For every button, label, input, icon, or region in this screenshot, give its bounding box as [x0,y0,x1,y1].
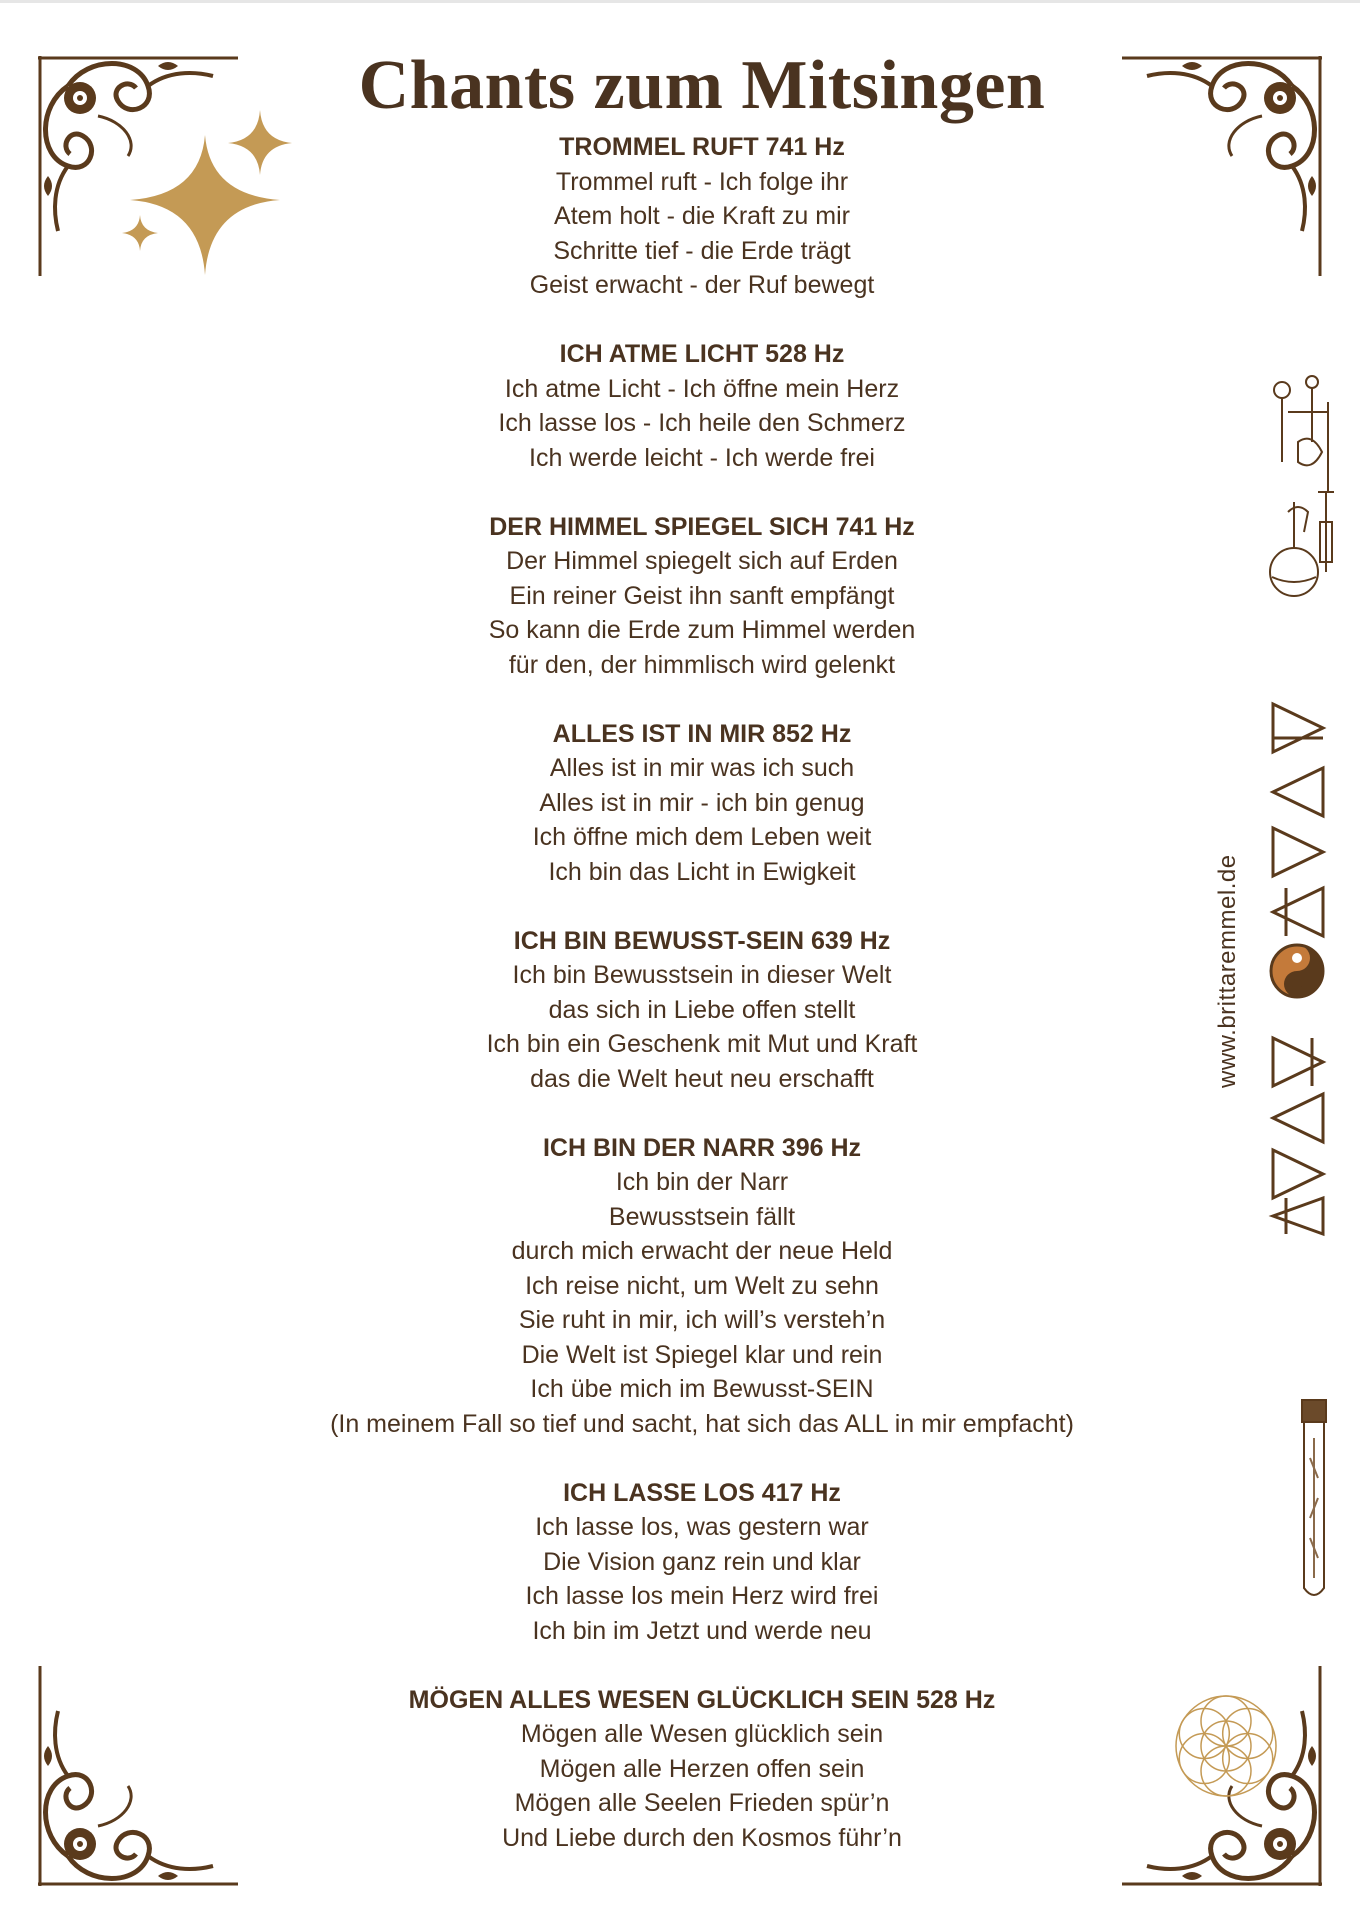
song-line: Und Liebe durch den Kosmos führ’n [502,1823,902,1852]
song-line: Geist erwacht - der Ruf bewegt [529,271,875,299]
song-line: Ich bin im Jetzt und werde neu [532,1616,872,1645]
song-title: ICH LASSE LOS 417 Hz [563,1478,841,1507]
song-line: Bewusstsein fällt [608,1202,796,1231]
song-line: Mögen alle Herzen offen sein [539,1754,865,1783]
song-line: Ich bin ein Geschenk mit Mut und Kraft [486,1030,918,1058]
song-line: Schritte tief - die Erde trägt [553,236,851,265]
song-line: das sich in Liebe offen stellt [548,995,856,1024]
song-block [0,1683,1360,1856]
song-line: Die Vision ganz rein und klar [543,1547,861,1576]
song-line: Alles ist in mir was ich such [549,754,855,782]
song-title: ICH BIN DER NARR 396 Hz [542,1133,862,1162]
top-border [0,0,1360,3]
song-line: Atem holt - die Kraft zu mir [554,202,850,230]
song-line: Mögen alle Wesen glücklich sein [520,1720,884,1748]
song-line: Ich bin Bewusstsein in dieser Welt [512,961,892,989]
song-line: Ich werde leicht - Ich werde frei [529,443,875,472]
song-title: ALLES IST IN MIR 852 Hz [552,719,852,748]
song-title: DER HIMMEL SPIEGEL SICH 741 Hz [489,512,915,541]
song-block [0,1476,1360,1649]
song-line: Der Himmel spiegelt sich auf Erden [506,547,898,575]
song-block [0,510,1360,683]
song-line: Die Welt ist Spiegel klar und rein [521,1340,883,1369]
song-line: So kann die Erde zum Himmel werden [488,616,916,644]
song-line: Ich bin der Narr [615,1168,789,1196]
song-line: Ich übe mich im Bewusst-SEIN [530,1375,874,1403]
song-line: Ich bin das Licht in Ewigkeit [548,857,856,886]
song-line: durch mich erwacht der neue Held [511,1237,893,1265]
song-line: Ein reiner Geist ihn sanft empfängt [509,581,895,610]
song-line: Sie ruht in mir, ich will’s versteh’n [518,1306,886,1334]
website-url: www.brittaremmel.de [1214,854,1241,1088]
song-block [0,130,1360,303]
song-line: Ich reise nicht, um Welt zu sehn [525,1271,879,1300]
song-line: (In meinem Fall so tief und sacht, hat sich das ALL in mir empfacht) [330,1409,1074,1438]
song-line: Trommel ruft - Ich folge ihr [555,167,849,196]
song-title: ICH BIN BEWUSST-SEIN 639 Hz [513,926,891,955]
song-line: für den, der himmlisch wird gelenkt [508,650,896,679]
song-title: MÖGEN ALLES WESEN GLÜCKLICH SEIN 528 Hz [408,1685,996,1714]
song-title: ICH ATME LICHT 528 Hz [559,340,845,368]
song-line: Ich lasse los mein Herz wird frei [525,1582,879,1610]
song-block [0,924,1360,1097]
song-title: TROMMEL RUFT 741 Hz [559,133,845,161]
song-line: Alles ist in mir - ich bin genug [539,788,865,817]
song-list [0,130,1360,1890]
song-block [0,337,1360,475]
song-block [0,1131,1360,1442]
song-block [0,717,1360,890]
song-line: Mögen alle Seelen Frieden spür’n [514,1789,890,1817]
song-line: Ich lasse los, was gestern war [535,1513,869,1541]
song-line: Ich lasse los - Ich heile den Schmerz [498,409,906,437]
song-line: das die Welt heut neu erschafft [530,1064,874,1093]
song-line: Ich atme Licht - Ich öffne mein Herz [504,374,900,403]
page-title: Chants zum Mitsingen [358,47,1046,124]
song-line: Ich öffne mich dem Leben weit [532,823,872,851]
